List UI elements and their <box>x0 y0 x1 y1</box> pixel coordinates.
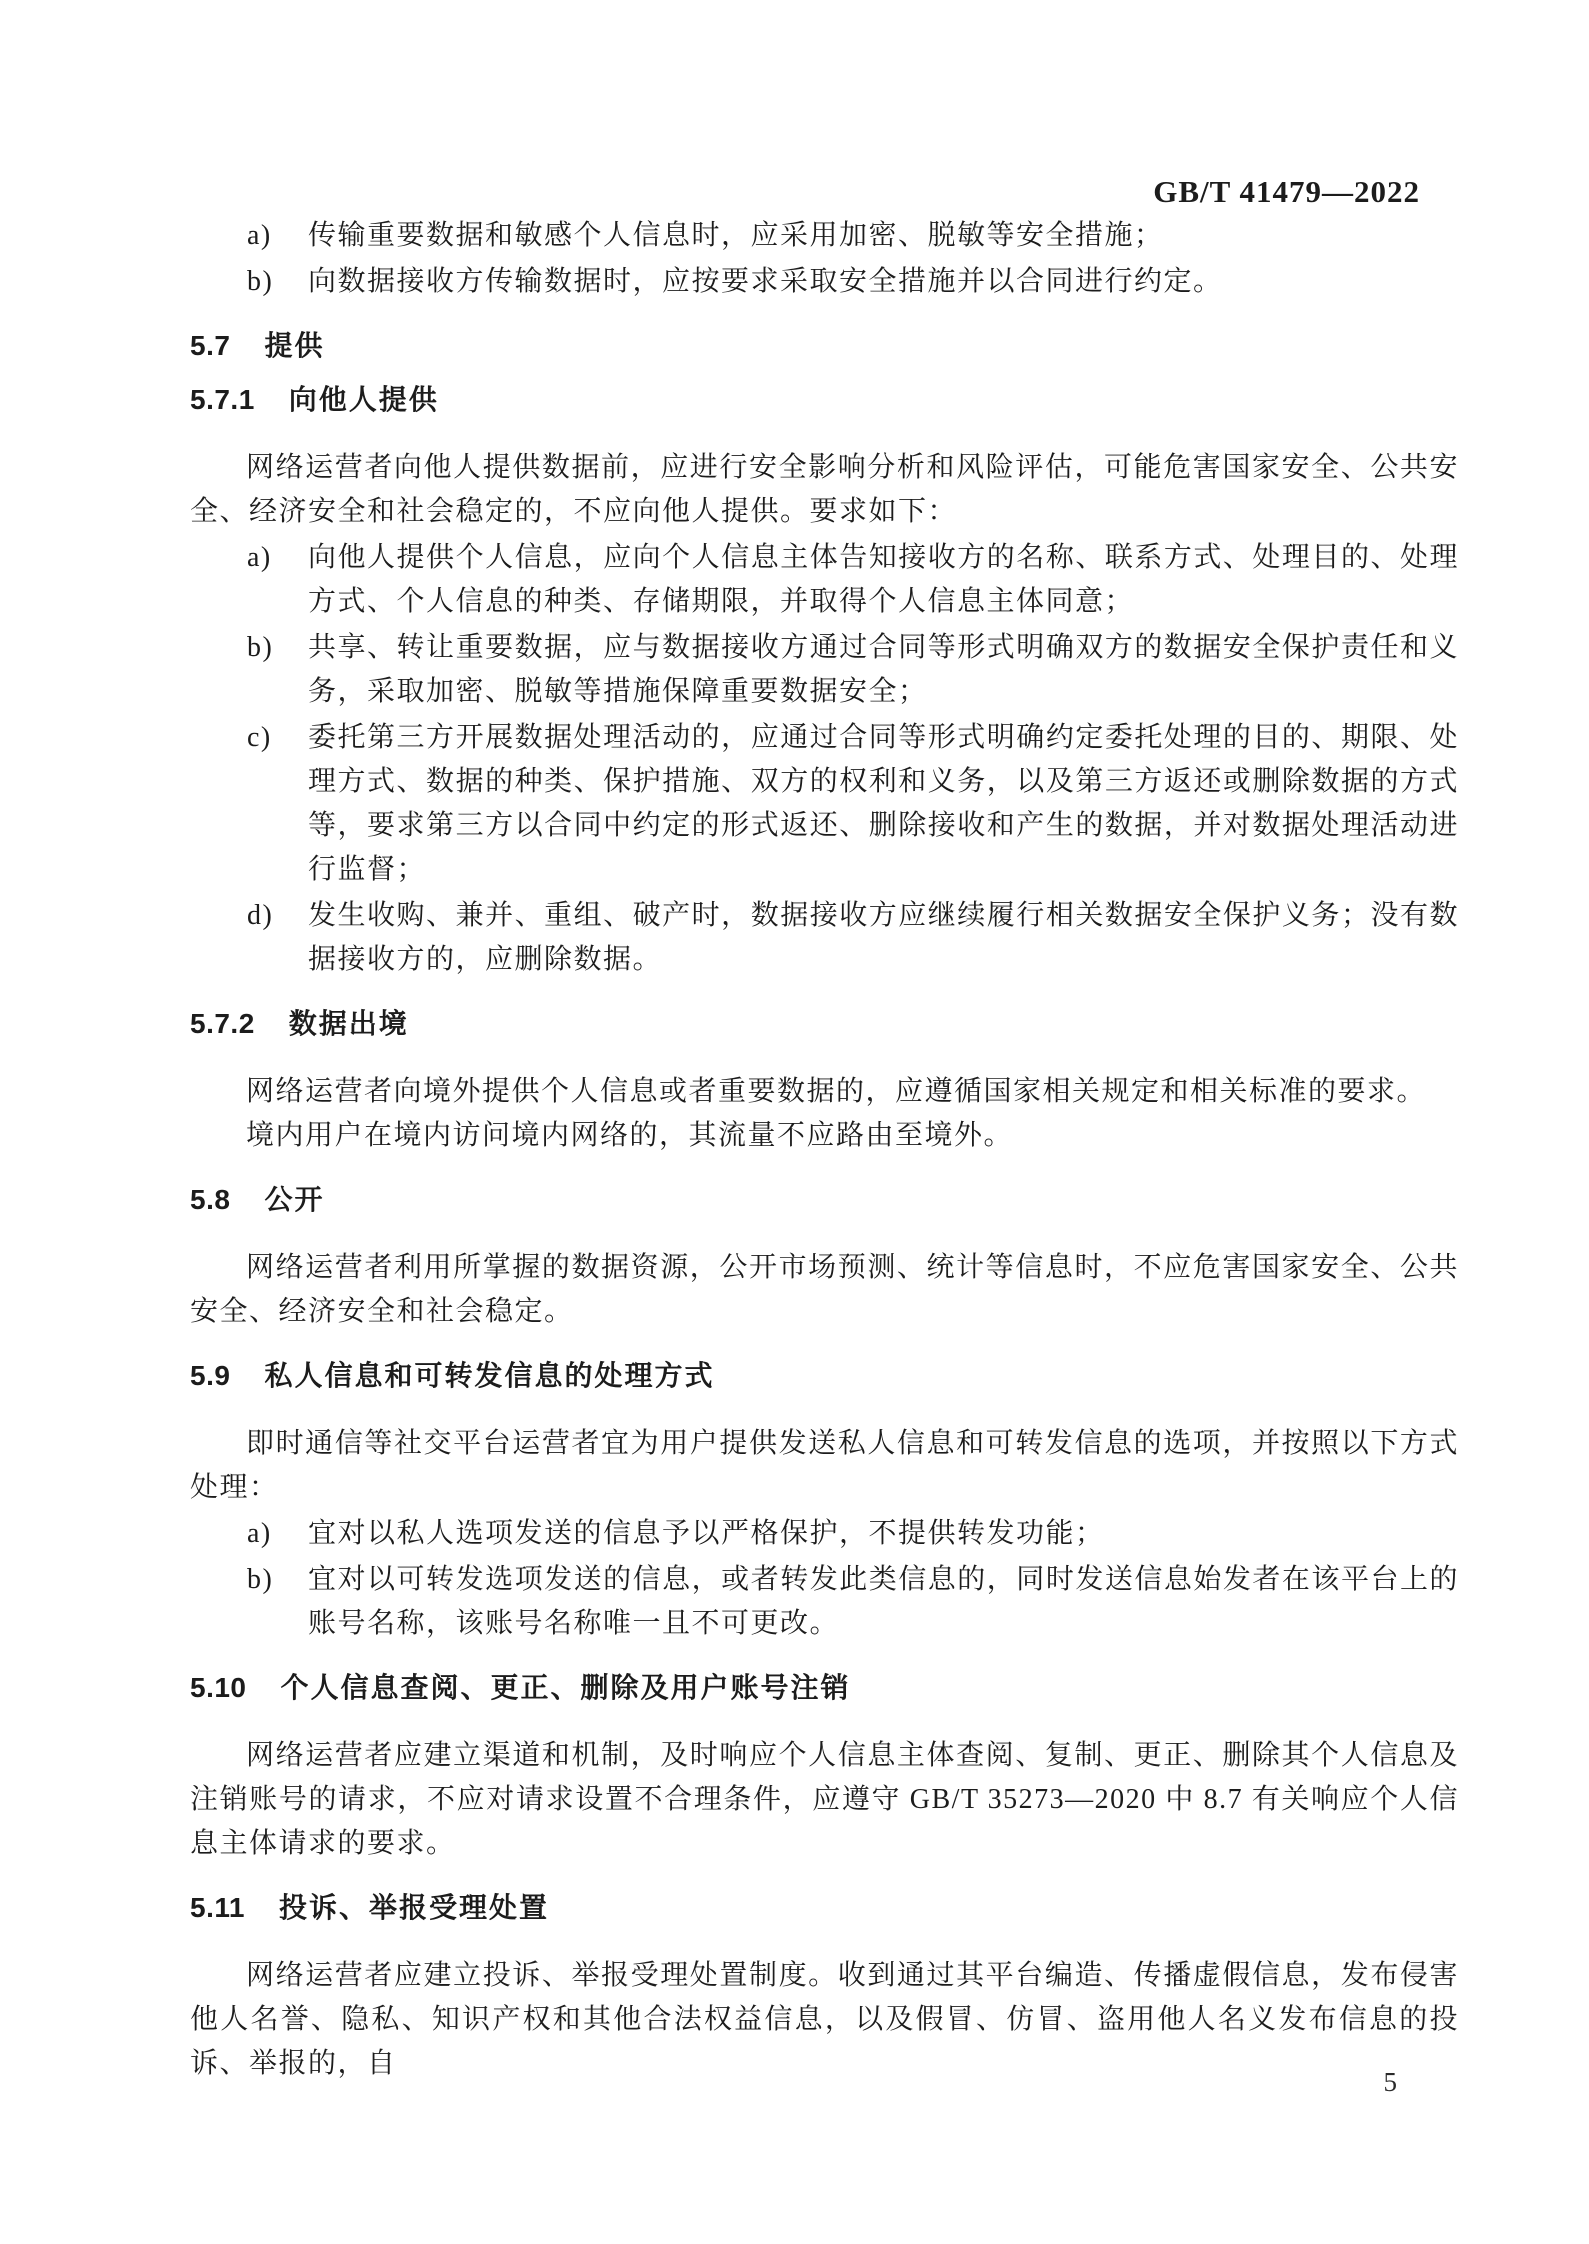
section-heading-5-8 <box>190 1178 1459 1222</box>
page-number: 5 <box>1383 2067 1397 2097</box>
section-title: 投诉、举报受理处置 <box>278 1892 549 1923</box>
section-number: 5.9 <box>190 1360 231 1391</box>
section-heading-5-7-2 <box>190 1002 1459 1046</box>
carryover-list <box>190 214 1459 304</box>
list-item <box>190 1558 1459 1646</box>
list-item-label: a) <box>247 1518 272 1549</box>
paragraph: 网络运营者应建立渠道和机制，及时响应个人信息主体查阅、复制、更正、删除其个人信息及注销账号的请求，不应对请求设置不合理条件，应遵守 GB/T 35273—2020 中 8.7 有关响应个人信息主体请求的要求。 <box>190 1740 1459 1859</box>
list-item <box>190 626 1459 714</box>
list-item-label: a) <box>247 542 272 573</box>
list-item-text: 委托第三方开展数据处理活动的，应通过合同等形式明确约定委托处理的目的、期限、处理方式、数据的种类、保护措施、双方的权利和义务，以及第三方返还或删除数据的方式等，要求第三方以合同中约定的形式返还、删除接收和产生的数据，并对数据处理活动进行监督； <box>308 722 1459 885</box>
paragraph: 网络运营者向境外提供个人信息或者重要数据的，应遵循国家相关规定和相关标准的要求。 <box>246 1076 1427 1107</box>
section-title: 个人信息查阅、更正、删除及用户账号注销 <box>280 1672 851 1703</box>
section-number: 5.10 <box>190 1672 247 1703</box>
list-item <box>190 536 1459 624</box>
list-item <box>190 260 1459 304</box>
list-item-text: 传输重要数据和敏感个人信息时，应采用加密、脱敏等安全措施； <box>308 220 1164 251</box>
paragraph: 即时通信等社交平台运营者宜为用户提供发送私人信息和可转发信息的选项，并按照以下方式处理： <box>190 1428 1459 1503</box>
paragraph: 网络运营者应建立投诉、举报受理处置制度。收到通过其平台编造、传播虚假信息，发布侵害他人名誉、隐私、知识产权和其他合法权益信息，以及假冒、仿冒、盗用他人名义发布信息的投诉、举报的，自 <box>190 1960 1459 2079</box>
section-number: 5.7 <box>190 330 231 361</box>
list-item-text: 向数据接收方传输数据时，应按要求采取安全措施并以合同进行约定。 <box>308 266 1223 297</box>
section-number: 5.11 <box>190 1892 245 1923</box>
list-item-text: 共享、转让重要数据，应与数据接收方通过合同等形式明确双方的数据安全保护责任和义务，采取加密、脱敏等措施保障重要数据安全； <box>308 632 1459 707</box>
section-heading-5-7-1 <box>190 378 1459 422</box>
section-heading-5-9 <box>190 1354 1459 1398</box>
list-item-label: c) <box>247 722 272 753</box>
section-title: 向他人提供 <box>288 384 439 415</box>
section-heading-5-11 <box>190 1886 1459 1930</box>
list-item <box>190 1512 1459 1556</box>
paragraph: 网络运营者利用所掌握的数据资源，公开市场预测、统计等信息时，不应危害国家安全、公共安全、经济安全和社会稳定。 <box>190 1252 1459 1327</box>
section-title: 私人信息和可转发信息的处理方式 <box>264 1360 715 1391</box>
list-item-label: b) <box>247 266 274 297</box>
list-item-text: 宜对以私人选项发送的信息予以严格保护，不提供转发功能； <box>308 1518 1105 1549</box>
list-item <box>190 214 1459 258</box>
list-item <box>190 716 1459 892</box>
section-number: 5.7.1 <box>190 384 255 415</box>
list-item-label: b) <box>247 632 274 663</box>
section-number: 5.8 <box>190 1184 231 1215</box>
list-item-text: 宜对以可转发选项发送的信息，或者转发此类信息的，同时发送信息始发者在该平台上的账号名称，该账号名称唯一且不可更改。 <box>308 1564 1459 1639</box>
paragraph: 境内用户在境内访问境内网络的，其流量不应路由至境外。 <box>246 1120 1014 1151</box>
list-item-label: a) <box>247 220 272 251</box>
page-content <box>0 214 1589 2086</box>
paragraph: 网络运营者向他人提供数据前，应进行安全影响分析和风险评估，可能危害国家安全、公共安全、经济安全和社会稳定的，不应向他人提供。要求如下： <box>190 452 1459 527</box>
standard-code: GB/T 41479—2022 <box>1153 174 1420 209</box>
standard-code-header <box>0 0 1589 212</box>
provision-list-5-9 <box>190 1512 1459 1646</box>
section-title: 提供 <box>264 330 325 361</box>
provision-list-5-7-1 <box>190 536 1459 982</box>
list-item <box>190 894 1459 982</box>
section-title: 数据出境 <box>288 1008 409 1039</box>
list-item-label: d) <box>247 900 274 931</box>
section-title: 公开 <box>264 1184 325 1215</box>
section-heading-5-7 <box>190 324 1459 368</box>
section-heading-5-10 <box>190 1666 1459 1710</box>
section-number: 5.7.2 <box>190 1008 255 1039</box>
list-item-text: 向他人提供个人信息，应向个人信息主体告知接收方的名称、联系方式、处理目的、处理方式、个人信息的种类、存储期限，并取得个人信息主体同意； <box>308 542 1459 617</box>
list-item-label: b) <box>247 1564 274 1595</box>
list-item-text: 发生收购、兼并、重组、破产时，数据接收方应继续履行相关数据安全保护义务；没有数据接收方的，应删除数据。 <box>308 900 1459 975</box>
